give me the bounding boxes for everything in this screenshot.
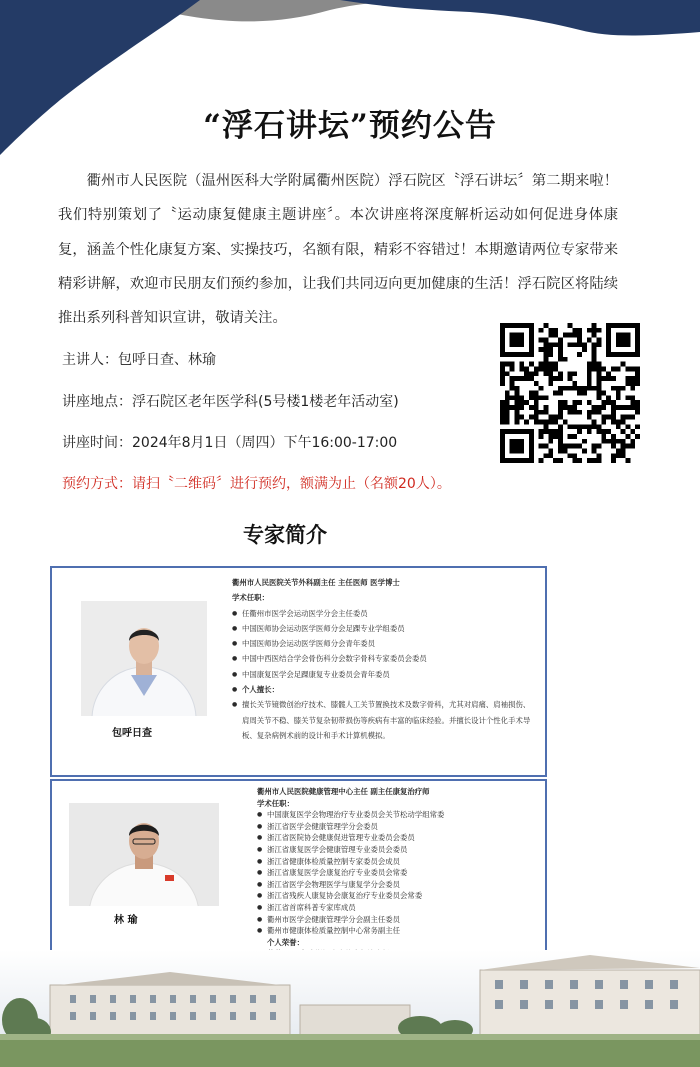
position-item: ● 浙江省医学会物理医学与康复学分会委员	[257, 879, 537, 891]
positions-heading: 学术任职：	[232, 593, 269, 603]
location-line: 讲座地点：浮石院区老年医学科(5号楼1楼老年活动室)	[62, 394, 399, 410]
position-item: ● 中国康复医学会足踝康复专业委员会青年委员	[232, 667, 532, 682]
booking-line: 预约方式：请扫〝二维码〞进行预约，额满为止（名额20人）。	[62, 476, 451, 492]
position-item: ● 浙江省康复医学会健康管理专业委员会委员	[257, 844, 537, 856]
expert-cv	[257, 786, 537, 960]
position-item: ● 中国中西医结合学会骨伤科分会数字骨科专家委员会委员	[232, 651, 532, 666]
position-item: ● 中国医师协会运动医学医师分会青年委员	[232, 636, 532, 651]
position-item: ● 中国医师协会运动医学医师分会足踝专业学组委员	[232, 621, 532, 636]
position-item: ● 浙江省医院协会健康促进管理专业委员会委员	[257, 832, 537, 844]
position-item: ● 浙江省健康体检质量控制专家委员会成员	[257, 856, 537, 868]
expert-name: 林 瑜	[114, 915, 138, 926]
honor-heading: 个人荣誉：	[267, 937, 304, 947]
intro-paragraph: 衢州市人民医院（温州医科大学附属衢州医院）浮石院区〝浮石讲坛〞第二期来啦！我们特别策划了〝运动康复健康主题讲座〞。本次讲座将深度解析运动如何促进身体康复，涵盖个性化康复方案、实操技巧，名额有限，精彩不容错过！本期邀请两位专家带来精彩讲解，欢迎市民朋友们预约参加，让我们共同迈向更加健康的生活！浮石院区将陆续推出系列科普知识宣讲，敬请关注。	[58, 173, 618, 327]
expert-name: 包呼日查	[112, 728, 152, 739]
speaker-line: 主讲人：包呼日查、林瑜	[62, 352, 216, 368]
position-item: ● 浙江省医学会健康管理学分会委员	[257, 821, 537, 833]
position-item: ● 浙江省残疾人康复协会康复治疗专业委员会常委	[257, 890, 537, 902]
position-item: ● 中国康复医学会物理治疗专业委员会关节松动学组常委	[257, 809, 537, 821]
page-title: “浮石讲坛”预约公告	[203, 108, 497, 144]
expert-card	[50, 566, 547, 777]
position-item: ● 浙江省首席科普专家库成员	[257, 902, 537, 914]
time-line: 讲座时间：2024年8月1日（周四）下午16:00-17:00	[62, 435, 398, 451]
specialty-heading: ● 个人擅长：	[232, 682, 532, 697]
expert-cv	[232, 575, 532, 743]
expert-card	[50, 779, 547, 978]
position-item: ● 浙江省康复医学会康复治疗专业委员会常委	[257, 867, 537, 879]
hospital-building-image	[0, 950, 700, 1067]
position-item: ● 衢州市医学会健康管理学分会副主任委员	[257, 914, 537, 926]
positions-heading: 学术任职：	[257, 798, 294, 808]
position-item: ● 衢州市健康体检质量控制中心常务副主任	[257, 925, 537, 937]
booking-qr-code[interactable]	[500, 323, 640, 463]
expert-heading: 衢州市人民医院健康管理中心主任 副主任康复治疗师	[257, 787, 430, 796]
specialty-text: ● 擅长关节镜微创治疗技术、膝髋人工关节置换技术及数字骨科，尤其对肩痛、肩袖损伤、肩周关节不稳、膝关节复杂韧带损伤等疾病有丰富的临床经验。并擅长设计个性化手术导板、复杂病例术前的设计和手术计算机模拟。	[232, 697, 532, 743]
expert-photo	[81, 601, 207, 716]
expert-photo	[69, 803, 219, 906]
expert-heading: 衢州市人民医院关节外科副主任 主任医师 医学博士	[232, 578, 400, 587]
experts-section-title: 专家简介	[243, 523, 327, 547]
position-item: ● 任衢州市医学会运动医学分会主任委员	[232, 606, 532, 621]
